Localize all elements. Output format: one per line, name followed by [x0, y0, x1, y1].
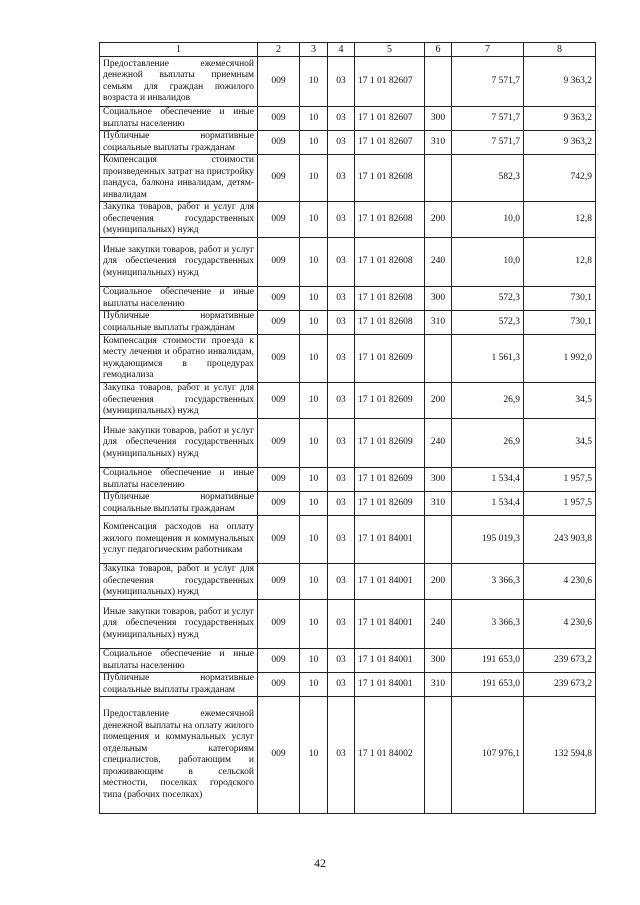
target-article-cell: 17 1 01 84001 [355, 516, 425, 564]
code-cell: 009 [258, 468, 300, 492]
header-cell: 5 [355, 43, 425, 57]
target-article-cell: 17 1 01 82608 [355, 287, 425, 311]
section-cell: 10 [300, 238, 328, 287]
target-article-cell: 17 1 01 82609 [355, 335, 425, 383]
header-cell: 4 [328, 43, 355, 57]
target-article-cell: 17 1 01 84002 [355, 697, 425, 814]
subsection-cell: 03 [328, 492, 355, 516]
code-cell: 009 [258, 492, 300, 516]
table-row [100, 697, 596, 814]
target-article-cell: 17 1 01 82608 [355, 155, 425, 202]
description-cell: Публичные нормативные социальные выплаты гражданам [100, 492, 258, 516]
amount-cell-col7: 107 976,1 [452, 697, 524, 814]
expense-type-cell [425, 697, 452, 814]
page-number: 42 [314, 856, 326, 870]
amount-cell-col8: 1 992,0 [524, 335, 596, 383]
target-article-cell: 17 1 01 82609 [355, 492, 425, 516]
amount-cell-col7: 7 571,7 [452, 107, 524, 131]
amount-cell-col7: 195 019,3 [452, 516, 524, 564]
target-article-cell: 17 1 01 82607 [355, 131, 425, 155]
section-cell: 10 [300, 311, 328, 335]
description-cell: Компенсация стоимости произведенных затрат на пристройку пандуса, балкона инвалидам, детям-инвалидам [100, 155, 258, 202]
amount-cell-col8: 9 363,2 [524, 131, 596, 155]
code-cell: 009 [258, 57, 300, 107]
section-cell: 10 [300, 468, 328, 492]
subsection-cell: 03 [328, 311, 355, 335]
description-cell: Предоставление ежемесячной денежной выплаты на оплату жилого помещения и коммунальных услуг отдельным категориям специалистов, работающим и проживающим в сельской местности, поселках городского типа (рабочих поселках) [100, 697, 258, 814]
section-cell: 10 [300, 155, 328, 202]
target-article-cell: 17 1 01 84001 [355, 649, 425, 673]
table-row [100, 202, 596, 238]
subsection-cell: 03 [328, 564, 355, 600]
expense-type-cell: 310 [425, 131, 452, 155]
amount-cell-col8: 239 673,2 [524, 673, 596, 697]
code-cell: 009 [258, 419, 300, 468]
section-cell: 10 [300, 57, 328, 107]
table-row [100, 649, 596, 673]
section-cell: 10 [300, 383, 328, 419]
section-cell: 10 [300, 287, 328, 311]
expense-type-cell: 300 [425, 287, 452, 311]
table-row [100, 673, 596, 697]
amount-cell-col8: 4 230,6 [524, 600, 596, 649]
description-cell: Социальное обеспечение и иные выплаты населению [100, 107, 258, 131]
header-cell: 1 [100, 43, 258, 57]
description-cell: Социальное обеспечение и иные выплаты населению [100, 468, 258, 492]
amount-cell-col8: 34,5 [524, 383, 596, 419]
section-cell: 10 [300, 564, 328, 600]
target-article-cell: 17 1 01 82607 [355, 57, 425, 107]
table-row [100, 492, 596, 516]
amount-cell-col8: 1 957,5 [524, 468, 596, 492]
amount-cell-col8: 9 363,2 [524, 57, 596, 107]
expense-type-cell [425, 57, 452, 107]
target-article-cell: 17 1 01 82609 [355, 419, 425, 468]
amount-cell-col8: 1 957,5 [524, 492, 596, 516]
code-cell: 009 [258, 516, 300, 564]
amount-cell-col7: 191 653,0 [452, 649, 524, 673]
amount-cell-col7: 26,9 [452, 383, 524, 419]
subsection-cell: 03 [328, 419, 355, 468]
description-cell: Компенсация стоимости проезда к месту лечения и обратно инвалидам, нуждающимся в процедурах гемодиализа [100, 335, 258, 383]
target-article-cell: 17 1 01 82608 [355, 311, 425, 335]
description-cell: Социальное обеспечение и иные выплаты населению [100, 287, 258, 311]
code-cell: 009 [258, 107, 300, 131]
section-cell: 10 [300, 335, 328, 383]
section-cell: 10 [300, 107, 328, 131]
code-cell: 009 [258, 202, 300, 238]
table-row [100, 335, 596, 383]
amount-cell-col7: 7 571,7 [452, 57, 524, 107]
target-article-cell: 17 1 01 84001 [355, 600, 425, 649]
code-cell: 009 [258, 383, 300, 419]
description-cell: Иные закупки товаров, работ и услуг для обеспечения государственных (муниципальных) нужд [100, 600, 258, 649]
description-cell: Иные закупки товаров, работ и услуг для обеспечения государственных (муниципальных) нужд [100, 419, 258, 468]
expense-type-cell: 310 [425, 673, 452, 697]
header-cell: 3 [300, 43, 328, 57]
amount-cell-col8: 730,1 [524, 287, 596, 311]
amount-cell-col7: 582,3 [452, 155, 524, 202]
amount-cell-col7: 572,3 [452, 311, 524, 335]
code-cell: 009 [258, 649, 300, 673]
subsection-cell: 03 [328, 57, 355, 107]
table-row [100, 57, 596, 107]
amount-cell-col7: 10,0 [452, 202, 524, 238]
table-row [100, 383, 596, 419]
expense-type-cell: 240 [425, 600, 452, 649]
amount-cell-col8: 239 673,2 [524, 649, 596, 673]
description-cell: Закупка товаров, работ и услуг для обеспечения государственных (муниципальных) нужд [100, 383, 258, 419]
table-row [100, 311, 596, 335]
subsection-cell: 03 [328, 131, 355, 155]
table-row [100, 468, 596, 492]
expense-type-cell: 310 [425, 492, 452, 516]
expense-type-cell: 240 [425, 419, 452, 468]
code-cell: 009 [258, 564, 300, 600]
table-row [100, 419, 596, 468]
description-cell: Публичные нормативные социальные выплаты гражданам [100, 311, 258, 335]
target-article-cell: 17 1 01 82609 [355, 468, 425, 492]
description-cell: Иные закупки товаров, работ и услуг для обеспечения государственных (муниципальных) нужд [100, 238, 258, 287]
code-cell: 009 [258, 155, 300, 202]
table-body [100, 43, 596, 814]
amount-cell-col7: 26,9 [452, 419, 524, 468]
code-cell: 009 [258, 673, 300, 697]
target-article-cell: 17 1 01 82607 [355, 107, 425, 131]
section-cell: 10 [300, 649, 328, 673]
amount-cell-col7: 191 653,0 [452, 673, 524, 697]
subsection-cell: 03 [328, 697, 355, 814]
section-cell: 10 [300, 492, 328, 516]
header-cell: 7 [452, 43, 524, 57]
code-cell: 009 [258, 287, 300, 311]
amount-cell-col7: 3 366,3 [452, 600, 524, 649]
budget-table [99, 42, 596, 814]
expense-type-cell: 200 [425, 564, 452, 600]
amount-cell-col8: 34,5 [524, 419, 596, 468]
subsection-cell: 03 [328, 516, 355, 564]
expense-type-cell: 300 [425, 468, 452, 492]
expense-type-cell [425, 516, 452, 564]
target-article-cell: 17 1 01 82609 [355, 383, 425, 419]
table-row [100, 600, 596, 649]
subsection-cell: 03 [328, 468, 355, 492]
section-cell: 10 [300, 131, 328, 155]
amount-cell-col7: 1 534,4 [452, 492, 524, 516]
target-article-cell: 17 1 01 84001 [355, 564, 425, 600]
section-cell: 10 [300, 697, 328, 814]
subsection-cell: 03 [328, 335, 355, 383]
header-row [100, 43, 596, 57]
expense-type-cell: 200 [425, 383, 452, 419]
subsection-cell: 03 [328, 107, 355, 131]
section-cell: 10 [300, 600, 328, 649]
amount-cell-col8: 132 594,8 [524, 697, 596, 814]
subsection-cell: 03 [328, 649, 355, 673]
amount-cell-col8: 243 903,8 [524, 516, 596, 564]
expense-type-cell: 200 [425, 202, 452, 238]
target-article-cell: 17 1 01 82608 [355, 238, 425, 287]
table-row [100, 155, 596, 202]
description-cell: Закупка товаров, работ и услуг для обеспечения государственных (муниципальных) нужд [100, 202, 258, 238]
table-row [100, 107, 596, 131]
header-cell: 6 [425, 43, 452, 57]
subsection-cell: 03 [328, 155, 355, 202]
subsection-cell: 03 [328, 600, 355, 649]
code-cell: 009 [258, 600, 300, 649]
section-cell: 10 [300, 673, 328, 697]
amount-cell-col7: 10,0 [452, 238, 524, 287]
amount-cell-col7: 1 534,4 [452, 468, 524, 492]
subsection-cell: 03 [328, 202, 355, 238]
description-cell: Компенсация расходов на оплату жилого помещения и коммунальных услуг педагогическим работникам [100, 516, 258, 564]
amount-cell-col8: 4 230,6 [524, 564, 596, 600]
code-cell: 009 [258, 238, 300, 287]
subsection-cell: 03 [328, 673, 355, 697]
subsection-cell: 03 [328, 238, 355, 287]
expense-type-cell [425, 155, 452, 202]
header-cell: 8 [524, 43, 596, 57]
section-cell: 10 [300, 516, 328, 564]
amount-cell-col7: 572,3 [452, 287, 524, 311]
header-cell: 2 [258, 43, 300, 57]
code-cell: 009 [258, 335, 300, 383]
table-row [100, 287, 596, 311]
amount-cell-col7: 1 561,3 [452, 335, 524, 383]
code-cell: 009 [258, 131, 300, 155]
amount-cell-col8: 12,8 [524, 238, 596, 287]
section-cell: 10 [300, 202, 328, 238]
section-cell: 10 [300, 419, 328, 468]
amount-cell-col7: 7 571,7 [452, 131, 524, 155]
description-cell: Публичные нормативные социальные выплаты гражданам [100, 673, 258, 697]
expense-type-cell: 240 [425, 238, 452, 287]
amount-cell-col8: 9 363,2 [524, 107, 596, 131]
description-cell: Предоставление ежемесячной денежной выплаты приемным семьям для граждан пожилого возраста и инвалидов [100, 57, 258, 107]
target-article-cell: 17 1 01 82608 [355, 202, 425, 238]
subsection-cell: 03 [328, 383, 355, 419]
code-cell: 009 [258, 697, 300, 814]
description-cell: Закупка товаров, работ и услуг для обеспечения государственных (муниципальных) нужд [100, 564, 258, 600]
code-cell: 009 [258, 311, 300, 335]
description-cell: Социальное обеспечение и иные выплаты населению [100, 649, 258, 673]
expense-type-cell: 310 [425, 311, 452, 335]
table-row [100, 238, 596, 287]
expense-type-cell: 300 [425, 649, 452, 673]
amount-cell-col8: 742,9 [524, 155, 596, 202]
amount-cell-col8: 730,1 [524, 311, 596, 335]
table-row [100, 564, 596, 600]
expense-type-cell: 300 [425, 107, 452, 131]
amount-cell-col7: 3 366,3 [452, 564, 524, 600]
amount-cell-col8: 12,8 [524, 202, 596, 238]
table-row [100, 516, 596, 564]
expense-type-cell [425, 335, 452, 383]
table-row [100, 131, 596, 155]
subsection-cell: 03 [328, 287, 355, 311]
target-article-cell: 17 1 01 84001 [355, 673, 425, 697]
description-cell: Публичные нормативные социальные выплаты гражданам [100, 131, 258, 155]
